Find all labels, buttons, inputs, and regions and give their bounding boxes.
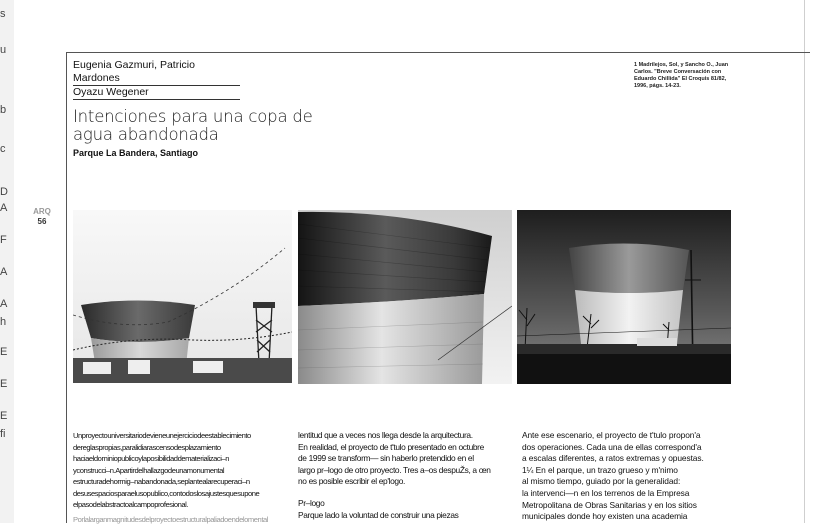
underlying-glyph: E — [0, 378, 7, 390]
body-line: dereglaspropias,paralidiarascensodesplazamiento — [73, 442, 285, 454]
journal-label: ARQ — [30, 207, 54, 217]
underlying-glyph: E — [0, 346, 7, 358]
authors-block — [73, 59, 243, 100]
section-heading: Pr–logo — [298, 498, 508, 510]
body-line: al mismo tiempo, guiado por la generalidad: — [522, 476, 732, 488]
authors-rule — [73, 99, 240, 100]
photo-tower-with-pennants — [73, 210, 292, 383]
text-column-2 — [298, 430, 508, 521]
body-line: lentitud que a veces nos llega desde la arquitectura. — [298, 430, 508, 442]
text-column-1 — [73, 430, 285, 525]
body-line: elpasodelabstractoalcampoprofesional. — [73, 499, 285, 511]
body-line: estructuradehormig–nabandonada,seplantealarecuperaci–n — [73, 476, 285, 488]
underlying-glyph: c — [0, 143, 6, 155]
body-line: 1¼ En el parque, un trazo grueso y m'nimo — [522, 465, 732, 477]
margin-page-tag — [30, 207, 54, 227]
body-line: de 1999 se transform— sin haberlo pretendido en el — [298, 453, 508, 465]
frame-top-rule — [66, 52, 810, 53]
page-number: 56 — [30, 217, 54, 227]
underlying-page-edge — [0, 0, 14, 523]
authors-line-1: Eugenia Gazmuri, Patricio Mardones — [73, 59, 243, 85]
photo-tower-closeup — [298, 210, 512, 384]
frame-left-rule — [66, 52, 67, 523]
text-column-3 — [522, 430, 732, 523]
underlying-glyph: F — [0, 234, 7, 246]
body-line-cut: Parque lado la voluntad de construir una piezas — [298, 510, 508, 522]
underlying-glyph: A — [0, 266, 7, 278]
body-line: Ante ese escenario, el proyecto de t'tulo propon'a — [522, 430, 732, 442]
page-top-margin — [14, 0, 804, 52]
body-line: municipales donde hoy existen una academia — [522, 511, 732, 523]
underlying-glyph: A — [0, 202, 7, 214]
body-line: Unproyectouniversitariodevieneunejerciciodeestablecimiento — [73, 430, 285, 442]
article-title: Intenciones para una copa de agua abandonada — [73, 108, 313, 144]
body-line: a escalas diferentes, a ratos extremas y opuestas. — [522, 453, 732, 465]
body-line: Metropolitana de Obras Sanitarias y en los sitios — [522, 500, 732, 512]
page-right-edge — [804, 0, 818, 523]
underlying-glyph: s — [0, 8, 6, 20]
footnote: 1 Madrilejos, Sol, y Sancho O., Juan Carlos. "Breve Conversación con Eduardo Chillida" El Croquis 81/82, 1996, págs. 14-23. — [634, 62, 740, 90]
body-line: dos operaciones. Cada una de ellas correspond'a — [522, 442, 732, 454]
body-line-faded: Porlalarganmagnitudesdelproyectoestructuralpaliadoendelomental — [73, 514, 285, 525]
body-line: la intervenci—n en los terrenos de la Empresa — [522, 488, 732, 500]
body-line: desusespaciosparaelusopublico,contodoslosajustesquesupone — [73, 488, 285, 500]
body-line: yconstrucci–n.Apartirdelhallazgodeunamonumental — [73, 465, 285, 477]
underlying-glyph: h — [0, 316, 6, 328]
underlying-glyph: D — [0, 186, 8, 198]
underlying-glyph: E — [0, 410, 7, 422]
body-line: En realidad, el proyecto de t'tulo presentado en octubre — [298, 442, 508, 454]
body-line: largo pr–logo de otro proyecto. Tres a–os despuŽs, a œn — [298, 465, 508, 477]
authors-line-2: Oyazu Wegener — [73, 86, 243, 99]
underlying-glyph: b — [0, 104, 6, 116]
underlying-glyph: A — [0, 298, 7, 310]
body-line: no es posible escribir el ep'logo. — [298, 476, 508, 488]
body-line: haciaeldominiopublicoylaposibilidaddematerializaci–n — [73, 453, 285, 465]
underlying-glyph: fi — [0, 428, 6, 440]
article-subtitle: Parque La Bandera, Santiago — [73, 148, 198, 158]
underlying-glyph: u — [0, 44, 6, 56]
photo-tower-distant — [517, 210, 731, 384]
